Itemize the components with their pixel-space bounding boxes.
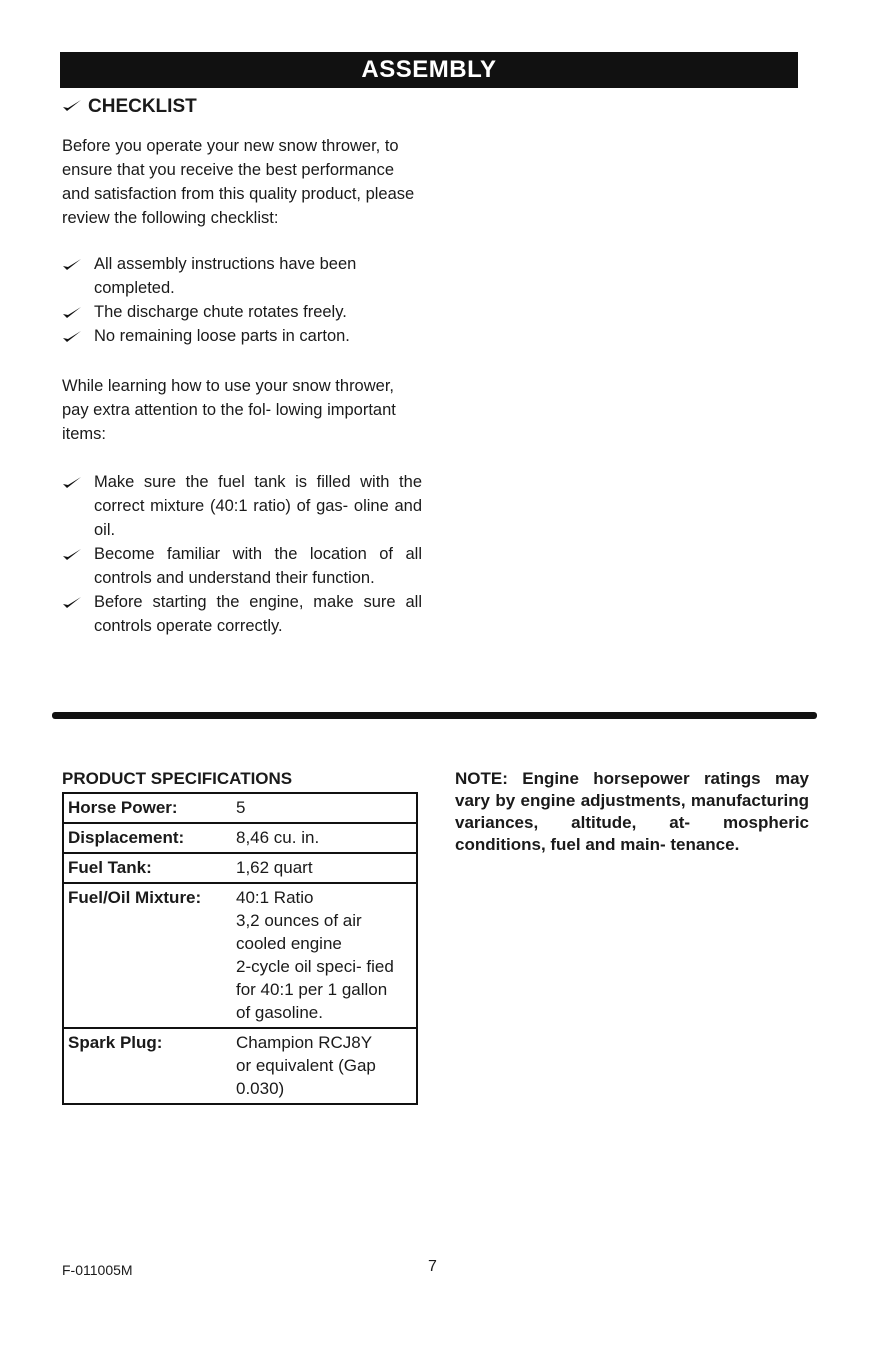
learning-intro: While learning how to use your snow thrower, pay extra attention to the fol‑ lowing important items: xyxy=(62,377,396,443)
spec-value: 5 xyxy=(236,798,246,817)
specs-table xyxy=(62,792,418,1105)
horsepower-note: NOTE: Engine horsepower ratings may vary by engine adjustments, manufacturing variances, altitude, at‑ mospheric conditions, fuel and main‑ tenance. xyxy=(455,769,809,854)
spec-value-line: 40:1 Ratio xyxy=(236,888,314,907)
checkmark-icon xyxy=(62,475,82,489)
important-items xyxy=(62,470,422,638)
list-item xyxy=(62,300,422,324)
table-row xyxy=(64,1029,416,1103)
checklist-heading xyxy=(62,94,197,120)
list-item-text: Before starting the engine, make sure all controls operate correctly. xyxy=(94,593,422,635)
table-row xyxy=(64,884,416,1029)
list-item-text: Become familiar with the location of all controls and understand their function. xyxy=(94,545,422,587)
checkmark-icon xyxy=(62,257,82,271)
checklist-heading-text: CHECKLIST xyxy=(88,96,197,117)
list-item-text: Make sure the fuel tank is filled with the correct mixture (40:1 ratio) of gas‑ oline and oil. xyxy=(94,473,422,539)
checkmark-icon xyxy=(62,329,82,343)
spec-label: Spark Plug: xyxy=(68,1033,163,1052)
list-item-text: No remaining loose parts in carton. xyxy=(94,327,350,345)
list-item xyxy=(62,590,422,638)
checkmark-icon xyxy=(62,305,82,319)
list-item-text: All assembly instructions have been completed. xyxy=(94,255,357,297)
page-number: 7 xyxy=(428,1258,437,1275)
checkmark-icon xyxy=(62,98,82,112)
checkmark-icon xyxy=(62,595,82,609)
table-row xyxy=(64,824,416,854)
checklist-intro: Before you operate your new snow thrower, to ensure that you receive the best performance and satisfaction from this quality product, please review the following checklist: xyxy=(62,137,415,227)
checklist-items xyxy=(62,252,422,348)
spec-label: Fuel Tank: xyxy=(68,858,152,877)
section-banner: ASSEMBLY xyxy=(60,52,798,88)
spec-value-detail: 3,2 ounces of air cooled engine 2‑cycle oil speci‑ fied for 40:1 per 1 gallon of gasoline. xyxy=(236,911,394,1022)
specs-heading: PRODUCT SPECIFICATIONS xyxy=(62,769,293,788)
list-item xyxy=(62,470,422,542)
spec-label: Fuel/Oil Mixture: xyxy=(68,888,202,907)
spec-value xyxy=(236,886,416,1024)
spec-label: Horse Power: xyxy=(68,798,178,817)
list-item-text: The discharge chute rotates freely. xyxy=(94,303,347,321)
spec-label: Displacement: xyxy=(68,828,185,847)
document-code: F‑011005M xyxy=(62,1262,133,1278)
table-row xyxy=(64,854,416,884)
section-divider xyxy=(52,712,817,719)
list-item xyxy=(62,542,422,590)
list-item xyxy=(62,252,422,300)
spec-value: 8,46 cu. in. xyxy=(236,828,320,847)
checkmark-icon xyxy=(62,547,82,561)
list-item xyxy=(62,324,422,348)
spec-value: 1,62 quart xyxy=(236,858,313,877)
spec-value: Champion RCJ8Y or equivalent (Gap 0.030) xyxy=(236,1033,376,1098)
table-row xyxy=(64,794,416,824)
